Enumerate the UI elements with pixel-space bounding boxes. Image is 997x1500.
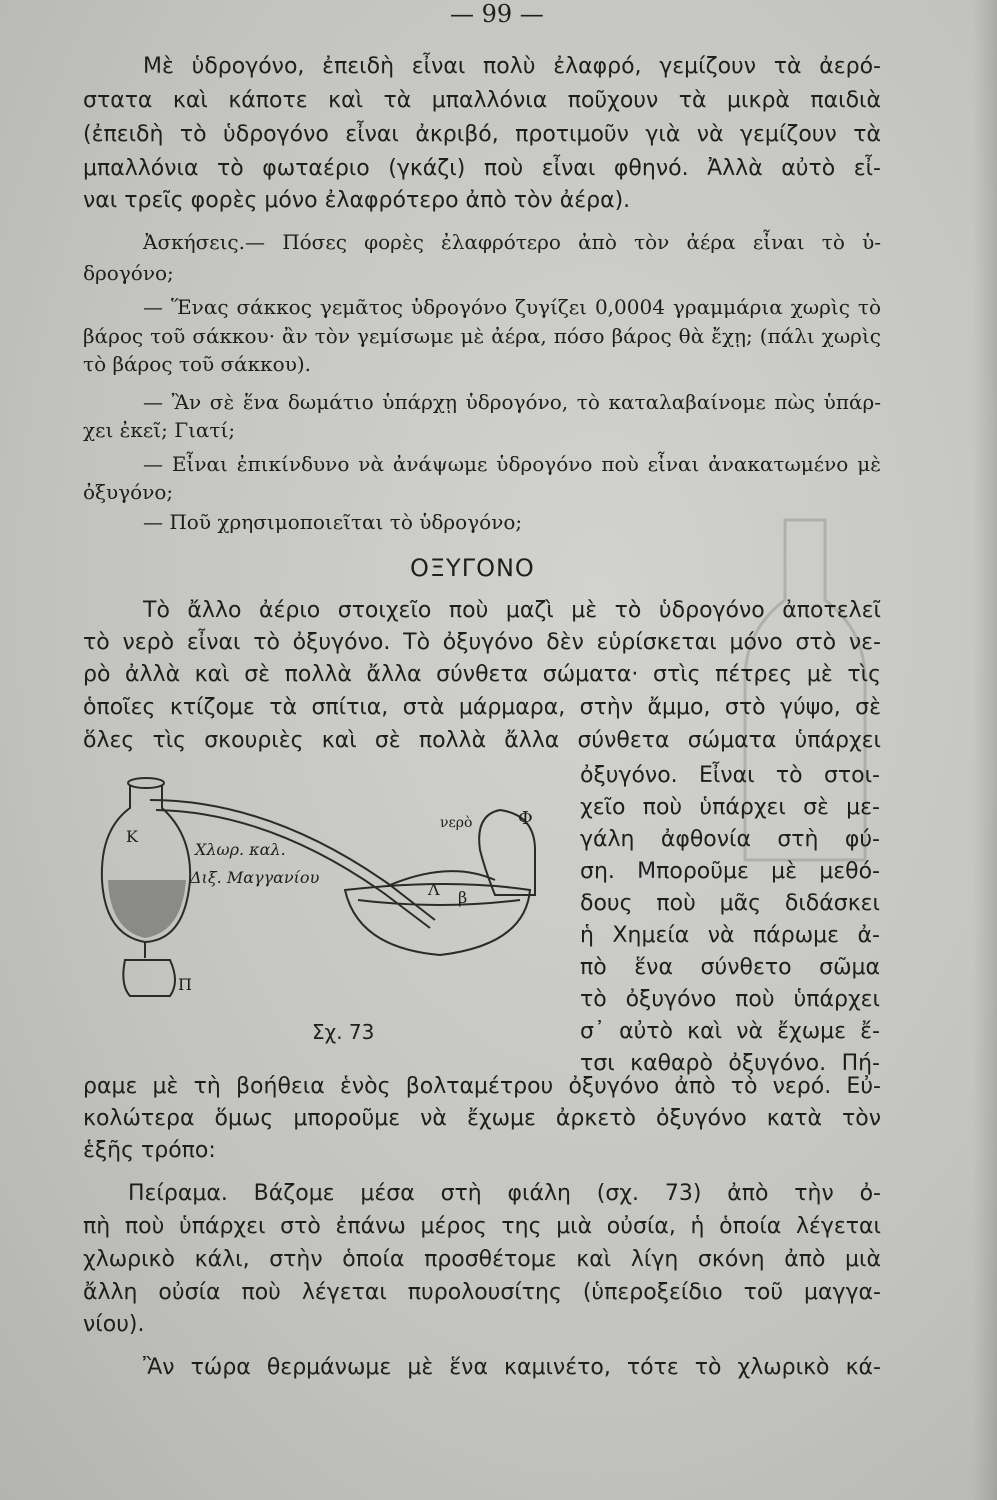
figure-73-apparatus xyxy=(90,770,570,1010)
figure-label-nero: νερὸ xyxy=(440,815,473,831)
text-line: ὀξυγόνο; xyxy=(83,480,174,504)
text-line: ἑξῆς τρόπο: xyxy=(83,1138,216,1163)
text-line: Μὲ ὑδρογόνο, ἐπειδὴ εἶναι πολὺ ἐλαφρό, γεμίζουν τὰ ἀερό- xyxy=(143,54,881,79)
text-line: Τὸ ἄλλο ἀέριο στοιχεῖο ποὺ μαζὶ μὲ τὸ ὑδρογόνο ἀποτελεῖ xyxy=(143,598,881,623)
text-line: τὸ βάρος τοῦ σάκκου). xyxy=(83,352,312,376)
text-line: ὁποῖες κτίζομε τὰ σπίτια, στὰ μάρμαρα, στὴν ἄμμο, στὸ γύψο, σὲ xyxy=(83,695,881,720)
exercise-question: — Ἂν σὲ ἕνα δωμάτιο ὑπάρχῃ ὑδρογόνο, τὸ καταλαβαίνομε πὼς ὑπάρ- xyxy=(143,390,881,414)
page-number: — 99 — xyxy=(450,0,544,28)
text-line: ναι τρεῖς φορὲς μόνο ἐλαφρότερο ἀπὸ τὸν ἀέρα). xyxy=(83,188,631,213)
exercise-question: — Ποῦ χρησιμοποιεῖται τὸ ὑδρογόνο; xyxy=(143,510,523,534)
section-heading: ΟΞΥΓΟΝΟ xyxy=(410,554,535,582)
text-line: ση. Μποροῦμε μὲ μεθό- xyxy=(580,859,880,884)
experiment-line: Πείραμα. Βάζομε μέσα στὴ φιάλη (σχ. 73) ἀπὸ τὴν ὀ- xyxy=(128,1181,881,1206)
figure-label-phi: Φ xyxy=(518,808,533,829)
figure-label-pi: Π xyxy=(178,975,192,994)
figure-label-lambda: Λ xyxy=(428,880,440,899)
delivery-tube-end xyxy=(390,871,495,885)
text-line: γάλη ἀφθονία στὴ φύ- xyxy=(580,827,880,852)
water-surface xyxy=(358,900,520,905)
text-line: ἄλλη οὐσία ποὺ λέγεται πυρολουσίτης (ὑπεροξείδιο τοῦ μαγγα- xyxy=(83,1280,881,1305)
text-line: δρογόνο; xyxy=(83,261,174,285)
text-line: ρὸ ἀλλὰ καὶ σὲ πολλὰ ἄλλα σύνθετα σώματα· στὶς πέτρες μὲ τὶς xyxy=(83,662,881,687)
text-line: ραμε μὲ τὴ βοήθεια ἑνὸς βολταμέτρου ὀξυγόνο ἀπὸ τὸ νερό. Εὐ- xyxy=(83,1074,881,1099)
text-line: (ἐπειδὴ τὸ ὑδρογόνο εἶναι ἀκριβό, προτιμοῦν γιὰ νὰ γεμίζουν τὰ xyxy=(83,122,881,147)
spirit-lamp xyxy=(123,960,175,996)
text-line: δους ποὺ μᾶς διδάσκει xyxy=(580,891,880,916)
text-line: σ᾽ αὐτὸ καὶ νὰ ἔχωμε ἔ- xyxy=(580,1019,880,1044)
text-line: χεῖο ποὺ ὑπάρχει σὲ με- xyxy=(580,795,880,820)
text-line: τσι καθαρὸ ὀξυγόνο. Πή- xyxy=(580,1051,880,1076)
text-line: ὅλες τὶς σκουριὲς καὶ σὲ πολλὰ ἄλλα σύνθετα σώματα ὑπάρχει xyxy=(83,728,881,753)
text-line: βάρος τοῦ σάκκου· ἂν τὸν γεμίσωμε μὲ ἀέρα, πόσο βάρος θὰ ἔχῃ; (πάλι χωρὶς xyxy=(83,324,881,348)
flask-stopper xyxy=(128,778,164,788)
text-line: μπαλλόνια τὸ φωταέριο (γκάζι) ποὺ εἶναι φθηνό. Ἀλλὰ αὐτὸ εἶ- xyxy=(83,156,881,181)
text-line: Ἂν τώρα θερμάνωμε μὲ ἕνα καμινέτο, τότε τὸ χλωρικὸ κά- xyxy=(143,1355,881,1380)
exercise-question: — Ἕνας σάκκος γεμᾶτος ὑδρογόνο ζυγίζει 0,0004 γραμμάρια χωρὶς τὸ xyxy=(143,295,881,319)
text-line: χλωρικὸ κάλι, στὴν ὁποία προσθέτομε καὶ λίγη σκόνη ἀπὸ μιὰ xyxy=(83,1247,881,1272)
text-line: τὸ νερὸ εἶναι τὸ ὀξυγόνο. Τὸ ὀξυγόνο δὲν εὑρίσκεται μόνο στὸ νε- xyxy=(83,630,881,655)
handwritten-note: Διξ. Μαγγανίου xyxy=(190,868,320,887)
text-line: ὀξυγόνο. Εἶναι τὸ στοι- xyxy=(580,763,880,788)
text-line: πὴ ποὺ ὑπάρχει στὸ ἐπάνω μέρος της μιὰ οὐσία, ἡ ὁποία λέγεται xyxy=(83,1214,881,1239)
figure-label-beta: β xyxy=(458,888,468,907)
text-line: στατα καὶ κάποτε καὶ τὰ μπαλλόνια ποῦχουν τὰ μικρὰ παιδιὰ xyxy=(83,88,881,113)
delivery-tube-top xyxy=(150,800,435,920)
exercise-question: — Εἶναι ἐπικίνδυνο νὰ ἀνάψωμε ὑδρογόνο ποὺ εἶναι ἀνακατωμένο μὲ xyxy=(143,452,881,476)
text-line: τὸ ὀξυγόνο ποὺ ὑπάρχει xyxy=(580,987,880,1012)
text-line: χει ἐκεῖ; Γιατί; xyxy=(83,418,236,442)
figure-label-k: Κ xyxy=(126,827,138,846)
handwritten-note: Χλωρ. καλ. xyxy=(195,840,286,859)
text-line: ἡ Χημεία νὰ πάρωμε ἀ- xyxy=(580,923,880,948)
figure-caption: Σχ. 73 xyxy=(312,1020,375,1044)
text-line: νίου). xyxy=(83,1312,145,1337)
page-edge-shadow xyxy=(973,0,997,1500)
text-line: κολώτερα ὅμως μποροῦμε νὰ ἔχωμε ἀρκετὸ ὀξυγόνο κατὰ τὸν xyxy=(83,1106,881,1131)
text-line: πὸ ἕνα σύνθετο σῶμα xyxy=(580,955,880,980)
exercises-heading-line: Ἀσκήσεις.— Πόσες φορὲς ἐλαφρότερο ἀπὸ τὸν ἀέρα εἶναι τὸ ὑ- xyxy=(143,230,881,254)
